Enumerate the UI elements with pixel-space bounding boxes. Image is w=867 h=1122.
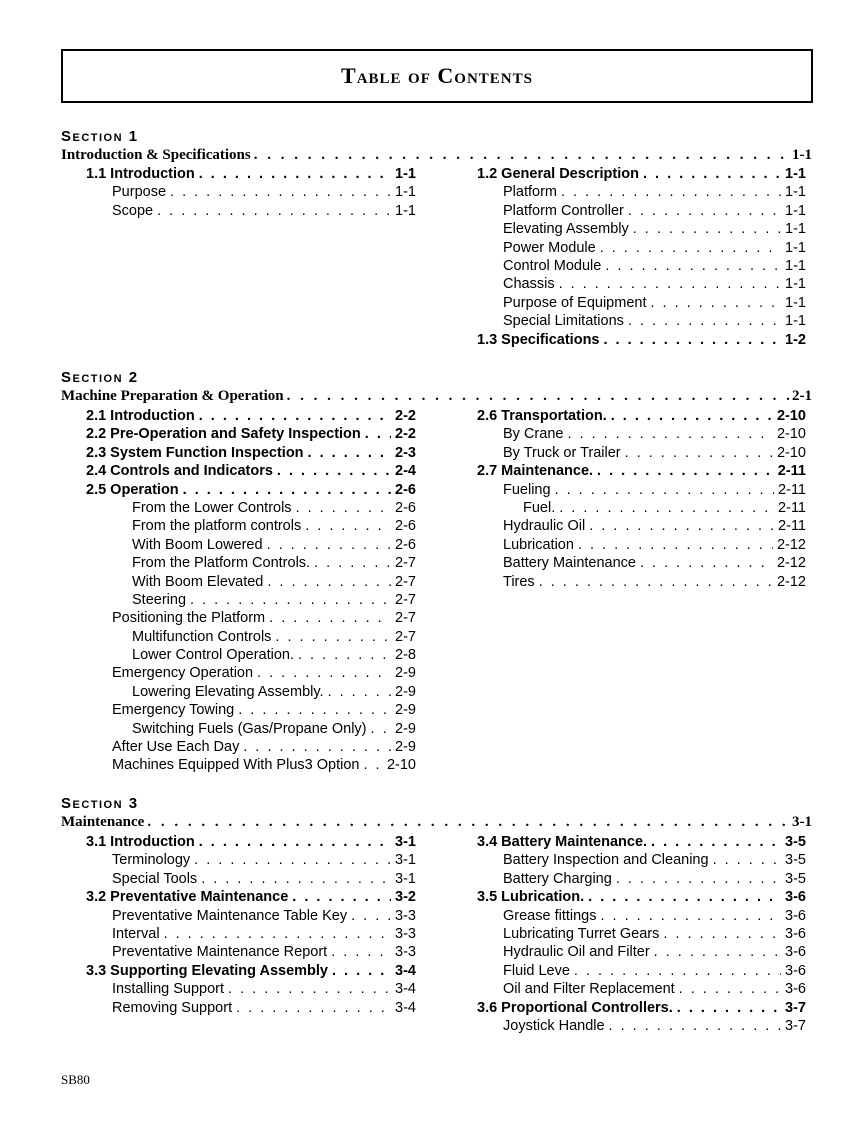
toc-entry[interactable] xyxy=(86,871,416,889)
section-2-heading-text: Machine Preparation & Operation xyxy=(61,388,284,404)
toc-entry[interactable] xyxy=(477,871,806,889)
toc-entry-page: 3-4 xyxy=(395,962,416,979)
toc-entry[interactable] xyxy=(477,184,806,202)
section-2-heading[interactable] xyxy=(61,388,812,405)
toc-entry-page: 2-12 xyxy=(776,573,806,590)
toc-entry[interactable] xyxy=(477,426,806,444)
toc-entry-title: From the Lower Controls xyxy=(132,499,292,516)
toc-entry-title: With Boom Lowered xyxy=(132,536,263,553)
toc-entry-title: Purpose xyxy=(112,184,167,201)
dot-leader xyxy=(588,889,781,905)
dot-leader xyxy=(589,518,774,534)
dot-leader xyxy=(199,166,391,182)
toc-entry-page: 2-10 xyxy=(776,408,806,424)
toc-entry-page: 3-5 xyxy=(785,870,806,887)
dot-leader xyxy=(199,834,391,850)
toc-entry[interactable] xyxy=(86,721,416,739)
toc-entry-page: 2-7 xyxy=(395,610,416,627)
dot-leader xyxy=(650,295,781,311)
dot-leader xyxy=(298,647,391,663)
toc-entry-page: 1-1 xyxy=(785,184,806,201)
section-3-heading-page: 3-1 xyxy=(792,814,812,830)
toc-entry[interactable] xyxy=(477,408,806,426)
toc-entry[interactable] xyxy=(477,445,806,463)
toc-entry-title: Hydraulic Oil and Filter xyxy=(503,944,650,961)
toc-entry-title: 2.2 Pre-Operation and Safety Inspection xyxy=(86,426,361,443)
toc-entry-page: 2-7 xyxy=(395,573,416,590)
toc-entry-title: Power Module xyxy=(503,239,596,256)
dot-leader xyxy=(643,166,781,182)
toc-entry[interactable] xyxy=(477,1000,806,1018)
toc-entry-page: 2-6 xyxy=(395,536,416,553)
dot-leader xyxy=(157,203,391,219)
toc-entry-page: 2-7 xyxy=(395,591,416,608)
toc-entry[interactable] xyxy=(477,518,806,536)
toc-entry-page: 2-6 xyxy=(395,518,416,535)
toc-entry-page: 3-6 xyxy=(785,962,806,979)
toc-entry-page: 1-1 xyxy=(395,166,416,182)
toc-entry-page: 2-2 xyxy=(395,408,416,424)
toc-entry[interactable] xyxy=(86,647,416,665)
section-2-heading-page: 2-1 xyxy=(792,388,812,404)
toc-entry-page: 3-4 xyxy=(395,999,416,1016)
toc-entry[interactable] xyxy=(86,518,416,536)
toc-entry[interactable] xyxy=(86,463,416,481)
dot-leader xyxy=(365,426,391,442)
dot-leader xyxy=(194,852,391,868)
dot-leader xyxy=(305,518,391,534)
toc-entry[interactable] xyxy=(86,408,416,426)
toc-entry-page: 1-1 xyxy=(785,276,806,293)
toc-entry[interactable] xyxy=(86,889,416,907)
dot-leader xyxy=(351,908,391,924)
toc-entry-title: Lower Control Operation. xyxy=(132,647,294,664)
toc-entry-title: 3.1 Introduction xyxy=(86,834,195,850)
toc-entry-title: Hydraulic Oil xyxy=(503,518,586,535)
section-3-heading-text: Maintenance xyxy=(61,814,145,830)
dot-leader xyxy=(561,184,781,200)
dot-leader xyxy=(600,240,781,256)
toc-entry-title: Fuel. xyxy=(523,499,556,516)
dot-leader xyxy=(308,445,391,461)
toc-entry[interactable] xyxy=(477,313,806,331)
toc-entry-page: 2-2 xyxy=(395,426,416,443)
dot-leader xyxy=(616,871,781,887)
toc-entry-title: Lubrication xyxy=(503,536,574,553)
section-1-right-column xyxy=(477,166,806,350)
toc-entry-title: Lowering Elevating Assembly. xyxy=(132,683,324,700)
toc-entry[interactable] xyxy=(477,258,806,276)
dot-leader xyxy=(713,852,781,868)
toc-entry[interactable] xyxy=(477,332,806,350)
toc-entry-title: Preventative Maintenance Report xyxy=(112,944,328,961)
dot-leader xyxy=(625,445,773,461)
title-box xyxy=(61,49,813,103)
toc-entry[interactable] xyxy=(477,276,806,294)
toc-entry-page: 1-1 xyxy=(395,202,416,219)
toc-entry[interactable] xyxy=(477,555,806,573)
toc-entry-page: 2-6 xyxy=(395,499,416,516)
toc-entry-title: 2.6 Transportation. xyxy=(477,408,607,424)
toc-entry[interactable] xyxy=(86,702,416,720)
toc-entry-page: 2-4 xyxy=(395,463,416,480)
toc-entry-title: Terminology xyxy=(112,852,191,869)
dot-leader xyxy=(238,702,391,718)
toc-entry-page: 2-9 xyxy=(395,665,416,682)
toc-entry-title: From the platform controls xyxy=(132,518,302,535)
toc-entry-title: Lubricating Turret Gears xyxy=(503,925,660,942)
toc-entry-title: Interval xyxy=(112,925,160,942)
dot-leader xyxy=(257,665,391,681)
toc-entry-page: 2-11 xyxy=(778,481,806,498)
toc-entry-title: Battery Charging xyxy=(503,870,612,887)
toc-entry-title: Machines Equipped With Plus3 Option xyxy=(112,757,360,774)
toc-entry[interactable] xyxy=(86,426,416,444)
toc-entry-page: 3-5 xyxy=(785,852,806,869)
toc-entry-title: By Truck or Trailer xyxy=(503,444,621,461)
toc-entry[interactable] xyxy=(477,203,806,221)
dot-leader xyxy=(331,944,391,960)
dot-leader xyxy=(363,757,383,773)
toc-entry-page: 3-6 xyxy=(785,925,806,942)
toc-entry[interactable] xyxy=(477,463,806,481)
toc-entry-page: 2-10 xyxy=(776,444,806,461)
toc-entry-title: Joystick Handle xyxy=(503,1017,605,1034)
dot-leader xyxy=(190,592,391,608)
toc-entry[interactable] xyxy=(477,240,806,258)
toc-entry-title: 3.6 Proportional Controllers. xyxy=(477,999,673,1016)
toc-entry-page: 2-12 xyxy=(776,536,806,553)
section-1-heading-text: Introduction & Specifications xyxy=(61,147,251,163)
toc-entry-page: 2-9 xyxy=(395,720,416,737)
dot-leader xyxy=(183,482,391,498)
toc-entry-page: 3-7 xyxy=(785,999,806,1016)
toc-entry-page: 3-6 xyxy=(785,944,806,961)
toc-entry-title: Control Module xyxy=(503,257,602,274)
toc-entry[interactable] xyxy=(477,834,806,852)
toc-entry-page: 3-1 xyxy=(395,870,416,887)
toc-entry-page: 3-2 xyxy=(395,889,416,906)
section-3-label: Section 3 xyxy=(61,795,139,812)
toc-entry-title: Fluid Leve xyxy=(503,962,570,979)
toc-entry[interactable] xyxy=(86,665,416,683)
toc-entry-title: Scope xyxy=(112,202,154,219)
dot-leader xyxy=(228,981,391,997)
toc-entry[interactable] xyxy=(86,908,416,926)
toc-entry[interactable] xyxy=(86,963,416,981)
toc-entry-title: Special Limitations xyxy=(503,313,624,330)
toc-entry[interactable] xyxy=(86,482,416,500)
dot-leader xyxy=(633,221,781,237)
dot-leader xyxy=(663,926,781,942)
toc-entry-page: 2-11 xyxy=(778,499,806,516)
toc-entry-title: Platform Controller xyxy=(503,202,624,219)
toc-entry[interactable] xyxy=(477,537,806,555)
page-title: Table of Contents xyxy=(341,63,533,88)
toc-entry-page: 3-1 xyxy=(395,834,416,850)
dot-leader xyxy=(254,147,789,164)
toc-entry[interactable] xyxy=(86,757,416,775)
toc-entry-page: 3-6 xyxy=(785,981,806,998)
toc-entry[interactable] xyxy=(86,944,416,962)
dot-leader xyxy=(236,1000,391,1016)
toc-entry-page: 2-6 xyxy=(395,481,416,498)
toc-entry-page: 3-3 xyxy=(395,907,416,924)
toc-entry-page: 2-9 xyxy=(395,683,416,700)
toc-entry[interactable] xyxy=(86,684,416,702)
toc-entry-title: Removing Support xyxy=(112,999,233,1016)
dot-leader xyxy=(609,1018,781,1034)
section-1-heading-page: 1-1 xyxy=(792,147,812,163)
toc-entry[interactable] xyxy=(477,500,806,518)
toc-entry-title: Chassis xyxy=(503,276,555,293)
toc-entry-title: From the Platform Controls. xyxy=(132,555,311,572)
dot-leader xyxy=(677,1000,781,1016)
toc-entry[interactable] xyxy=(86,1000,416,1018)
toc-entry-title: Fueling xyxy=(503,481,551,498)
toc-entry-page: 2-9 xyxy=(395,739,416,756)
dot-leader xyxy=(314,555,391,571)
toc-entry-page: 3-7 xyxy=(785,1017,806,1034)
toc-entry-page: 3-6 xyxy=(785,889,806,906)
toc-entry[interactable] xyxy=(477,926,806,944)
toc-entry[interactable] xyxy=(477,574,806,592)
toc-entry-page: 1-1 xyxy=(785,166,806,182)
dot-leader xyxy=(328,684,391,700)
toc-entry-title: 1.3 Specifications xyxy=(477,331,600,348)
toc-entry-title: Preventative Maintenance Table Key xyxy=(112,907,348,924)
toc-entry[interactable] xyxy=(86,926,416,944)
toc-entry-page: 1-1 xyxy=(785,239,806,256)
section-1-left-column xyxy=(86,166,416,221)
dot-leader xyxy=(601,908,782,924)
toc-entry[interactable] xyxy=(86,555,416,573)
dot-leader xyxy=(605,258,781,274)
toc-entry[interactable] xyxy=(477,166,806,184)
dot-leader xyxy=(628,313,781,329)
toc-entry-title: 2.4 Controls and Indicators xyxy=(86,463,273,480)
dot-leader xyxy=(269,610,391,626)
toc-entry-page: 1-1 xyxy=(785,221,806,238)
dot-leader xyxy=(147,814,789,831)
dot-leader xyxy=(267,537,391,553)
section-3-right-column xyxy=(477,834,806,1036)
toc-entry[interactable] xyxy=(477,981,806,999)
toc-entry-page: 2-12 xyxy=(776,555,806,572)
dot-leader xyxy=(277,463,391,479)
dot-leader xyxy=(611,408,773,424)
dot-leader xyxy=(164,926,391,942)
dot-leader xyxy=(604,332,782,348)
dot-leader xyxy=(296,500,391,516)
toc-entry-title: Steering xyxy=(132,591,187,608)
toc-entry[interactable] xyxy=(86,739,416,757)
toc-entry[interactable] xyxy=(477,908,806,926)
toc-entry-title: Battery Maintenance xyxy=(503,555,636,572)
toc-entry-page: 2-10 xyxy=(776,426,806,443)
toc-entry[interactable] xyxy=(477,963,806,981)
toc-entry-page: 3-6 xyxy=(785,907,806,924)
toc-entry[interactable] xyxy=(477,482,806,500)
toc-entry-page: 3-3 xyxy=(395,925,416,942)
toc-entry[interactable] xyxy=(86,203,416,221)
toc-entry-page: 3-1 xyxy=(395,852,416,869)
toc-entry-page: 2-8 xyxy=(395,647,416,664)
toc-entry[interactable] xyxy=(86,852,416,870)
toc-entry-page: 2-11 xyxy=(777,463,806,480)
toc-entry[interactable] xyxy=(86,500,416,518)
toc-entry-page: 1-2 xyxy=(785,331,806,348)
dot-leader xyxy=(332,963,391,979)
dot-leader xyxy=(539,574,773,590)
dot-leader xyxy=(287,388,789,405)
toc-entry-title: Emergency Towing xyxy=(112,702,235,719)
dot-leader xyxy=(170,184,391,200)
toc-entry-title: 3.2 Preventative Maintenance xyxy=(86,889,289,906)
toc-entry-title: 2.5 Operation xyxy=(86,481,179,498)
toc-entry-page: 1-1 xyxy=(785,202,806,219)
dot-leader xyxy=(199,408,391,424)
toc-entry-title: Grease fittings xyxy=(503,907,597,924)
toc-entry[interactable] xyxy=(86,537,416,555)
toc-entry-page: 3-5 xyxy=(785,834,806,850)
dot-leader xyxy=(574,963,781,979)
dot-leader xyxy=(628,203,781,219)
toc-entry-title: 2.7 Maintenance. xyxy=(477,463,594,480)
toc-entry[interactable] xyxy=(86,629,416,647)
toc-entry-title: 3.4 Battery Maintenance. xyxy=(477,834,648,850)
section-3-left-column xyxy=(86,834,416,1018)
toc-entry-title: Battery Inspection and Cleaning xyxy=(503,852,709,869)
toc-entry[interactable] xyxy=(86,574,416,592)
section-2-label: Section 2 xyxy=(61,369,139,386)
toc-entry-page: 2-11 xyxy=(778,518,806,535)
dot-leader xyxy=(371,721,392,737)
toc-entry[interactable] xyxy=(477,1018,806,1036)
dot-leader xyxy=(275,629,391,645)
dot-leader xyxy=(679,981,781,997)
toc-entry[interactable] xyxy=(477,944,806,962)
dot-leader xyxy=(651,834,781,850)
toc-entry-title: 3.5 Lubrication. xyxy=(477,889,585,906)
toc-entry[interactable] xyxy=(86,445,416,463)
section-2-right-column xyxy=(477,408,806,592)
toc-entry-title: Positioning the Platform xyxy=(112,610,266,627)
toc-entry-page: 1-1 xyxy=(785,257,806,274)
toc-entry[interactable] xyxy=(86,166,416,184)
dot-leader xyxy=(555,482,774,498)
toc-entry-title: Emergency Operation xyxy=(112,665,254,682)
dot-leader xyxy=(640,555,773,571)
toc-entry[interactable] xyxy=(86,981,416,999)
toc-entry-title: By Crane xyxy=(503,426,564,443)
toc-entry-page: 2-7 xyxy=(395,555,416,572)
toc-entry-title: Special Tools xyxy=(112,870,198,887)
toc-entry-page: 1-1 xyxy=(395,184,416,201)
toc-entry[interactable] xyxy=(477,295,806,313)
toc-entry-page: 2-9 xyxy=(395,702,416,719)
dot-leader xyxy=(243,739,391,755)
toc-entry-title: With Boom Elevated xyxy=(132,573,264,590)
dot-leader xyxy=(267,574,391,590)
toc-entry-title: Switching Fuels (Gas/Propane Only) xyxy=(132,720,367,737)
toc-entry-page: 2-3 xyxy=(395,444,416,461)
toc-entry[interactable] xyxy=(86,834,416,852)
toc-entry[interactable] xyxy=(477,221,806,239)
toc-entry[interactable] xyxy=(86,592,416,610)
toc-entry-title: Elevating Assembly xyxy=(503,221,629,238)
dot-leader xyxy=(597,463,774,479)
toc-entry[interactable] xyxy=(477,889,806,907)
toc-entry-page: 2-10 xyxy=(386,757,416,774)
toc-entry-title: Tires xyxy=(503,573,535,590)
section-1-heading[interactable] xyxy=(61,147,812,164)
footer-model: SB80 xyxy=(61,1072,90,1087)
dot-leader xyxy=(654,944,781,960)
toc-entry-page: 1-1 xyxy=(785,313,806,330)
toc-entry-page: 3-3 xyxy=(395,944,416,961)
toc-entry-title: Oil and Filter Replacement xyxy=(503,981,675,998)
toc-entry[interactable] xyxy=(86,610,416,628)
toc-entry-page: 1-1 xyxy=(785,294,806,311)
section-2-left-column xyxy=(86,408,416,776)
toc-entry-page: 2-7 xyxy=(395,628,416,645)
toc-entry-title: Platform xyxy=(503,184,557,201)
section-1-label: Section 1 xyxy=(61,128,139,145)
dot-leader xyxy=(578,537,773,553)
dot-leader xyxy=(567,426,773,442)
toc-entry-title: Installing Support xyxy=(112,981,225,998)
section-3-heading[interactable] xyxy=(61,814,812,831)
toc-entry-title: Purpose of Equipment xyxy=(503,294,647,311)
dot-leader xyxy=(201,871,391,887)
toc-entry-title: 3.3 Supporting Elevating Assembly xyxy=(86,962,328,979)
toc-entry[interactable] xyxy=(477,852,806,870)
dot-leader xyxy=(292,889,391,905)
dot-leader xyxy=(559,276,781,292)
toc-entry-title: 2.1 Introduction xyxy=(86,408,195,424)
toc-entry-title: Multifunction Controls xyxy=(132,628,272,645)
toc-entry[interactable] xyxy=(86,184,416,202)
dot-leader xyxy=(559,500,774,516)
toc-entry-title: 1.1 Introduction xyxy=(86,166,195,182)
toc-entry-title: After Use Each Day xyxy=(112,739,240,756)
toc-entry-title: 1.2 General Description xyxy=(477,166,639,182)
toc-entry-title: 2.3 System Function Inspection xyxy=(86,444,304,461)
toc-entry-page: 3-4 xyxy=(395,981,416,998)
